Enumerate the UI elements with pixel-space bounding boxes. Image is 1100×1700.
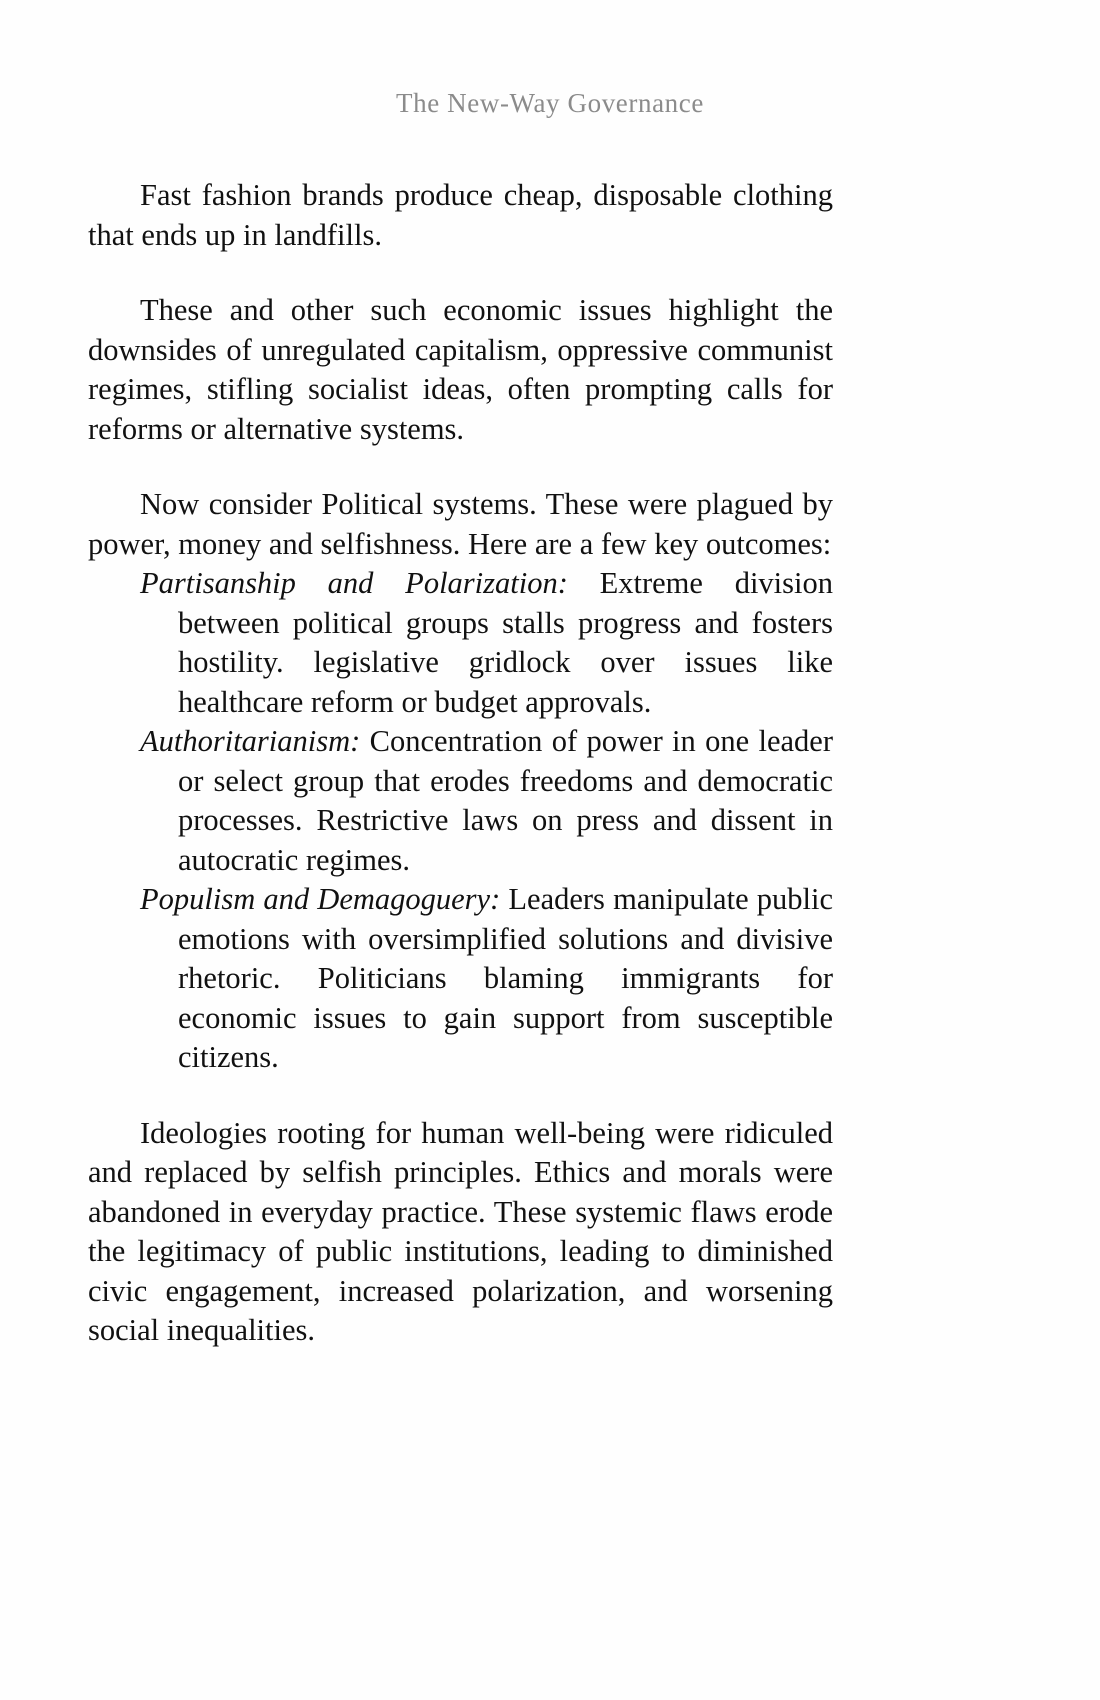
text-column (88, 176, 833, 1351)
paragraph-economic-issues: These and other such economic issues highlight the downsides of unregulated capitalism, oppressive communist regimes, stifling socialist ideas, often prompting calls for reforms or alternative systems. (88, 293, 833, 446)
list-item (88, 880, 833, 1078)
definition-term: Populism and Demagoguery: (140, 882, 501, 916)
paragraph-political-systems: Now consider Political systems. These were plagued by power, money and selfishness. Here are a few key outcomes: (88, 487, 833, 561)
paragraph-spacer (88, 449, 833, 485)
outcomes-definition-list (88, 564, 833, 1078)
paragraph-spacer (88, 255, 833, 291)
paragraph-fast-fashion: Fast fashion brands produce cheap, disposable clothing that ends up in landfills. (88, 178, 833, 252)
definition-term: Partisanship and Polarization: (140, 566, 568, 600)
definition-term: Authoritarianism: (140, 724, 361, 758)
paragraph-ideologies: Ideologies rooting for human well-being were ridiculed and replaced by selfish principles. Ethics and morals were abandoned in everyday practice. These systemic flaws erode the legitimacy of public institutions, leading to diminished civic engagement, increased polarization, and worsening social inequalities. (88, 1115, 833, 1347)
definition-description: Leaders manipulate public emotions with oversimplified solutions and divisive rhetoric. Politicians blaming immigrants for economic issues to gain support from susceptible citizens. (178, 882, 833, 1074)
definition-description: Extreme division between political groups stalls progress and fosters hostility. legislative gridlock over issues like healthcare reform or budget approvals. (178, 566, 833, 719)
list-item (88, 722, 833, 880)
list-item (88, 564, 833, 722)
definition-description: Concentration of power in one leader or select group that erodes freedoms and democratic processes. Restrictive laws on press and dissent in autocratic regimes. (178, 724, 833, 877)
running-header: The New-Way Governance (396, 88, 704, 118)
paragraph-spacer (88, 1078, 833, 1114)
